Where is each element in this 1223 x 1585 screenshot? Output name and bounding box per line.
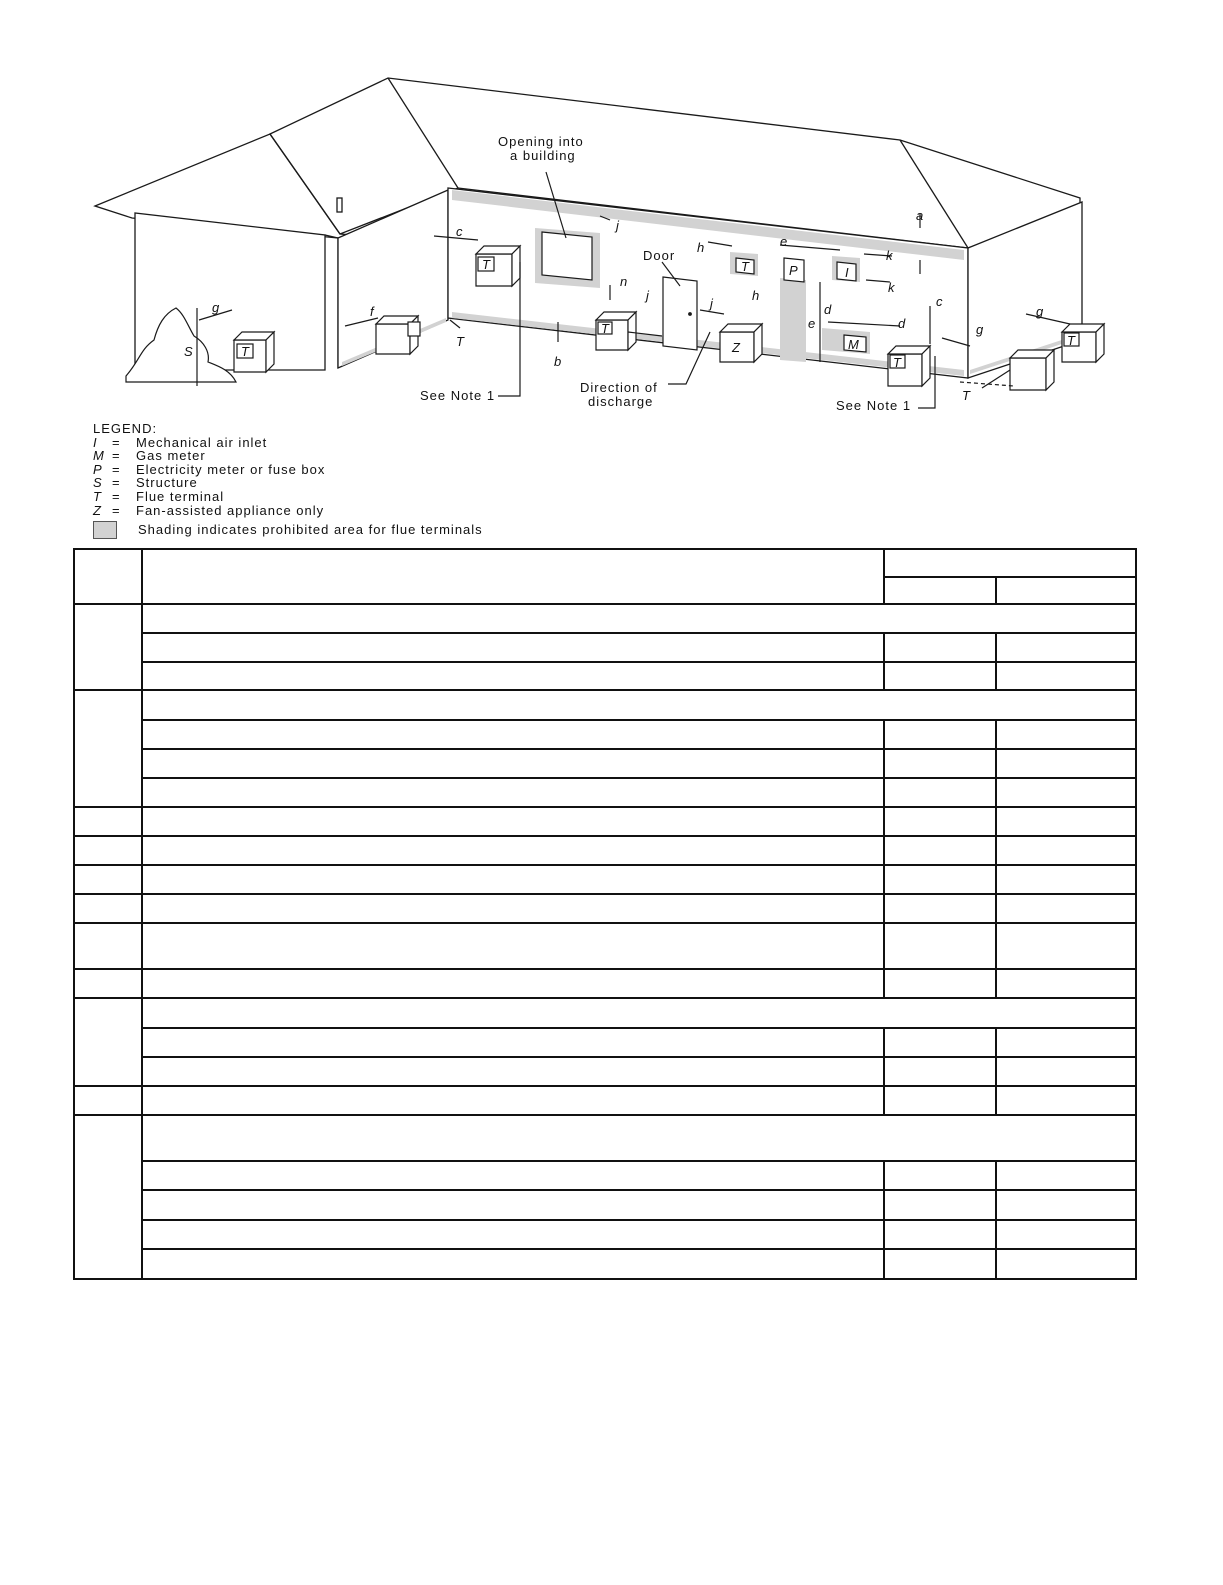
desc-cell: [142, 894, 884, 923]
legend-text: Mechanical air inlet: [136, 434, 268, 450]
value-cell: [996, 1086, 1136, 1115]
label-direction-line2: discharge: [588, 394, 654, 409]
ref-cell: [74, 807, 142, 836]
desc-cell: [142, 865, 884, 894]
label-door: Door: [643, 248, 676, 263]
dim-j-door-left: j: [646, 288, 649, 303]
table-row: [74, 662, 1136, 690]
value-cell: [996, 1161, 1136, 1190]
label-z-box: Z: [732, 340, 740, 355]
desc-cell: [142, 720, 884, 749]
label-see-note-right: See Note 1: [836, 398, 912, 413]
table-row: [74, 749, 1136, 778]
legend-item-s: [93, 476, 613, 490]
desc-cell: [142, 969, 884, 998]
shading-swatch: [93, 521, 117, 539]
desc-cell: [142, 1028, 884, 1057]
value-cell: [996, 894, 1136, 923]
table-row: [74, 1190, 1136, 1220]
value-cell: [884, 969, 996, 998]
ref-cell: [74, 969, 142, 998]
terminal-t-below-window: T: [601, 321, 609, 336]
dim-h-side: h: [752, 288, 760, 303]
header-ref-cell: [74, 549, 142, 604]
desc-cell: [142, 923, 884, 969]
value-cell: [884, 1161, 996, 1190]
legend-symbol: Z: [93, 502, 102, 518]
legend-symbol: M: [93, 448, 105, 464]
dim-j-window: j: [616, 218, 619, 233]
table-header-row: [74, 549, 1136, 577]
desc-cell: [142, 662, 884, 690]
ref-cell: [74, 923, 142, 969]
group-cell: [142, 998, 1136, 1028]
flue-terminal-clearance-diagram: [80, 70, 1160, 420]
table-row: [74, 1115, 1136, 1161]
terminal-t-upper-left: T: [482, 257, 490, 272]
value-cell: [996, 720, 1136, 749]
terminal-t-structure: T: [241, 344, 249, 359]
header-distance-cell: [884, 549, 1136, 577]
value-cell: [884, 1086, 996, 1115]
table-row: [74, 1086, 1136, 1115]
desc-cell: [142, 749, 884, 778]
table-row: [74, 690, 1136, 720]
legend-shading-row: [93, 521, 613, 539]
value-cell: [884, 1028, 996, 1057]
dim-e-side: e: [808, 316, 816, 331]
appliance-structure: [234, 332, 274, 372]
group-cell: [142, 604, 1136, 633]
value-cell: [884, 894, 996, 923]
dim-n: n: [620, 274, 628, 289]
dim-j-door-right: j: [710, 296, 713, 311]
header-col-a: [884, 577, 996, 604]
legend-title: LEGEND:: [93, 421, 158, 436]
value-cell: [996, 749, 1136, 778]
table-row: [74, 865, 1136, 894]
shade-column-p: [780, 278, 806, 362]
desc-cell: [142, 633, 884, 662]
value-cell: [884, 836, 996, 865]
legend-item-m: [93, 449, 613, 463]
value-cell: [884, 1220, 996, 1249]
dim-g-right: g: [1036, 304, 1044, 319]
value-cell: [884, 778, 996, 807]
value-cell: [996, 778, 1136, 807]
legend-item-i: [93, 436, 613, 450]
door: [663, 277, 697, 350]
legend-symbol: I: [93, 434, 98, 450]
value-cell: [996, 633, 1136, 662]
value-cell: [996, 865, 1136, 894]
value-cell: [996, 836, 1136, 865]
label-p-box: P: [789, 263, 798, 278]
terminal-t-right-corner: T: [893, 355, 901, 370]
dim-f: f: [370, 304, 374, 319]
legend-text: Structure: [136, 475, 198, 491]
table-row: [74, 1057, 1136, 1086]
terminal-t-right-end: T: [1067, 333, 1075, 348]
value-cell: [996, 1057, 1136, 1086]
group-cell: [142, 1115, 1136, 1161]
table-row: [74, 894, 1136, 923]
value-cell: [884, 1249, 996, 1279]
desc-cell: [142, 1161, 884, 1190]
table-row: [74, 836, 1136, 865]
value-cell: [996, 1220, 1136, 1249]
dim-c-right: c: [936, 294, 943, 309]
ref-cell: [74, 836, 142, 865]
dim-g-left: g: [212, 300, 220, 315]
appliance-left-wall: [376, 316, 420, 354]
legend-text: Flue terminal: [136, 488, 225, 504]
ref-cell: [74, 1086, 142, 1115]
legend-text: Electricity meter or fuse box: [136, 461, 326, 477]
value-cell: [884, 720, 996, 749]
letter-t-left-wall: T: [456, 334, 464, 349]
desc-cell: [142, 1190, 884, 1220]
dim-g-mid: g: [976, 322, 984, 337]
letter-s: S: [184, 344, 193, 359]
label-m-box: M: [848, 337, 859, 352]
legend: [93, 422, 613, 539]
legend-item-p: [93, 463, 613, 477]
legend-equals: =: [112, 475, 121, 491]
terminal-t-wall-top: T: [741, 259, 749, 274]
value-cell: [996, 1190, 1136, 1220]
table-row: [74, 633, 1136, 662]
dim-e-top: e: [780, 234, 788, 249]
table-row: [74, 778, 1136, 807]
legend-shading-note: Shading indicates prohibited area for flue terminals: [138, 522, 483, 538]
value-cell: [884, 1057, 996, 1086]
table-row: [74, 1249, 1136, 1279]
ref-cell: [74, 894, 142, 923]
ref-cell: [74, 998, 142, 1086]
ref-cell: [74, 1115, 142, 1279]
legend-symbol: T: [93, 488, 102, 504]
legend-text: Gas meter: [136, 448, 206, 464]
dim-k-top: k: [886, 248, 893, 263]
ref-cell: [74, 865, 142, 894]
label-opening-line1: Opening into: [498, 134, 584, 149]
header-location-cell: [142, 549, 884, 604]
legend-equals: =: [112, 448, 121, 464]
legend-equals: =: [112, 461, 121, 477]
dim-c-left: c: [456, 224, 463, 239]
value-cell: [884, 662, 996, 690]
desc-cell: [142, 1249, 884, 1279]
value-cell: [996, 807, 1136, 836]
appliance-right-ground: [1010, 350, 1054, 390]
value-cell: [884, 865, 996, 894]
desc-cell: [142, 1086, 884, 1115]
value-cell: [996, 1249, 1136, 1279]
dim-a: a: [916, 208, 924, 223]
dim-b: b: [554, 354, 562, 369]
desc-cell: [142, 836, 884, 865]
dim-k-side: k: [888, 280, 895, 295]
table-row: [74, 720, 1136, 749]
label-see-note-left: See Note 1: [420, 388, 496, 403]
table-row: [74, 807, 1136, 836]
dim-d-right: d: [898, 316, 906, 331]
table-row: [74, 1220, 1136, 1249]
desc-cell: [142, 1057, 884, 1086]
legend-equals: =: [112, 488, 121, 504]
dim-h-top: h: [697, 240, 705, 255]
legend-equals: =: [112, 434, 121, 450]
value-cell: [996, 662, 1136, 690]
header-col-b: [996, 577, 1136, 604]
appliance-fan-assisted: [720, 324, 762, 362]
value-cell: [996, 923, 1136, 969]
value-cell: [884, 1190, 996, 1220]
value-cell: [996, 1028, 1136, 1057]
table-row: [74, 969, 1136, 998]
legend-equals: =: [112, 502, 121, 518]
table-row: [74, 604, 1136, 633]
label-direction-line1: Direction of: [580, 380, 658, 395]
table-row: [74, 1028, 1136, 1057]
value-cell: [996, 969, 1136, 998]
opening-window: [542, 232, 592, 280]
letter-t-right-ground: T: [962, 388, 970, 403]
ref-cell: [74, 604, 142, 690]
clearance-table: [73, 548, 1137, 1280]
legend-item-t: [93, 490, 613, 504]
value-cell: [884, 923, 996, 969]
legend-item-z: [93, 504, 613, 518]
desc-cell: [142, 807, 884, 836]
legend-symbol: P: [93, 461, 103, 477]
label-opening-line2: a building: [510, 148, 576, 163]
legend-text: Fan-assisted appliance only: [136, 502, 325, 518]
table-row: [74, 998, 1136, 1028]
value-cell: [884, 633, 996, 662]
table-row: [74, 923, 1136, 969]
desc-cell: [142, 1220, 884, 1249]
label-i-box: I: [845, 265, 849, 280]
desc-cell: [142, 778, 884, 807]
legend-symbol: S: [93, 475, 103, 491]
value-cell: [884, 749, 996, 778]
table-row: [74, 1161, 1136, 1190]
ref-cell: [74, 690, 142, 807]
group-cell: [142, 690, 1136, 720]
dim-d-top: d: [824, 302, 832, 317]
value-cell: [884, 807, 996, 836]
